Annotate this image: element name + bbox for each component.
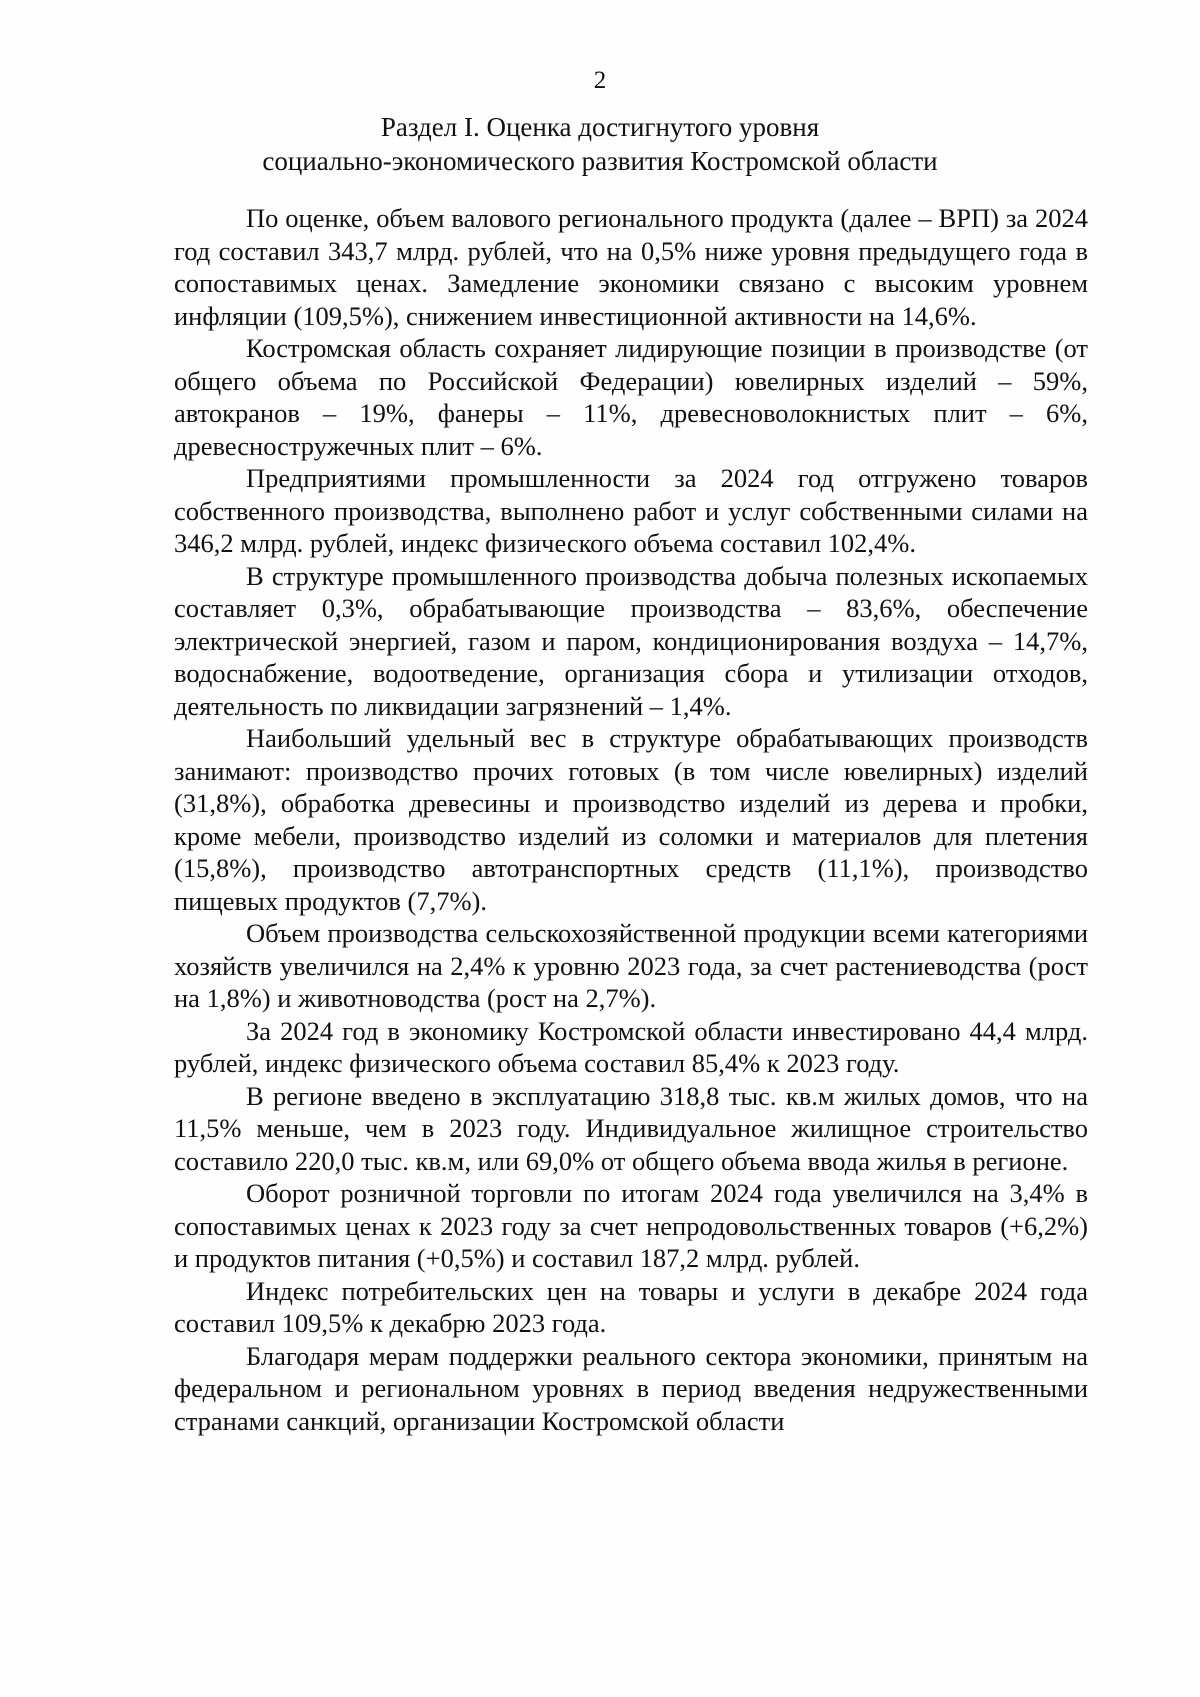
paragraph-retail: Оборот розничной торговли по итогам 2024 года увеличился на 3,4% в сопоставимых ценах к 2023 году за счет непродовольственных товаров (+6,2%) и продуктов питания (+0,5%) и составил 187,2 млрд. рублей. (174, 1178, 1088, 1273)
section-heading (160, 110, 1040, 178)
paragraph-industry-shipments: Предприятиями промышленности за 2024 год отгружено товаров собственного производства, выполнено работ и услуг собственными силами на 346,2 млрд. рублей, индекс физического объема составил 102,4%. (174, 463, 1088, 558)
paragraph-housing: В регионе введено в эксплуатацию 318,8 тыс. кв.м жилых домов, что на 11,5% меньше, чем в 2023 году. Индивидуальное жилищное строительство составило 220,0 тыс. кв.м, или 69,0% от общего объема ввода жилья в регионе. (174, 1080, 1088, 1176)
paragraph-manufacturing-share: Наибольший удельный вес в структуре обрабатывающих производств занимают: производство прочих готовых (в том числе ювелирных) изделий (31,8%), обработка древесины и производство изделий из дерева и пробки, кроме мебели, производство изделий из соломки и материалов для плетения (15,8%), производство автотранспортных средств (11,1%), производство пищевых продуктов (7,7%). (174, 723, 1088, 916)
paragraph-support-measures: Благодаря мерам поддержки реального сектора экономики, принятым на федеральном и региональном уровнях в период введения недружественными странами санкций, организации Костромской области (174, 1340, 1088, 1436)
paragraph-cpi: Индекс потребительских цен на товары и услуги в декабре 2024 года составил 109,5% к декабрю 2023 года. (174, 1275, 1088, 1338)
section-heading-line-2: социально-экономического развития Костромской области (262, 146, 938, 176)
paragraph-industry-structure: В структуре промышленного производства добыча полезных ископаемых составляет 0,3%, обрабатывающие производства – 83,6%, обеспечение электрической энергией, газом и паром, кондиционирования воздуха – 14,7%, водоснабжение, водоотведение, организация сбора и утилизации отходов, деятельность по ликвидации загрязнений – 1,4%. (174, 560, 1088, 721)
section-heading-line-1: Раздел I. Оценка достигнутого уровня (380, 112, 820, 142)
paragraph-investment: За 2024 год в экономику Костромской области инвестировано 44,4 млрд. рублей, индекс физического объема составил 85,4% к 2023 году. (174, 1015, 1088, 1078)
paragraph-agriculture: Объем производства сельскохозяйственной продукции всеми категориями хозяйств увеличился на 2,4% к уровню 2023 года, за счет растениеводства (рост на 1,8%) и животноводства (рост на 2,7%). (174, 918, 1088, 1013)
paragraph-leading-positions: Костромская область сохраняет лидирующие позиции в производстве (от общего объема по Российской Федерации) ювелирных изделий – 59%, автокранов – 19%, фанеры – 11%, древесноволокнистых плит – 6%, древесностружечных плит – 6%. (174, 333, 1088, 461)
body-text (174, 202, 1088, 1437)
page-number: 2 (593, 67, 607, 94)
paragraph-grp: По оценке, объем валового регионального продукта (далее – ВРП) за 2024 год составил 343,7 млрд. рублей, что на 0,5% ниже уровня предыдущего года в сопоставимых ценах. Замедление экономики связано с высоким уровнем инфляции (109,5%), снижением инвестиционной активности на 14,6%. (174, 203, 1088, 331)
